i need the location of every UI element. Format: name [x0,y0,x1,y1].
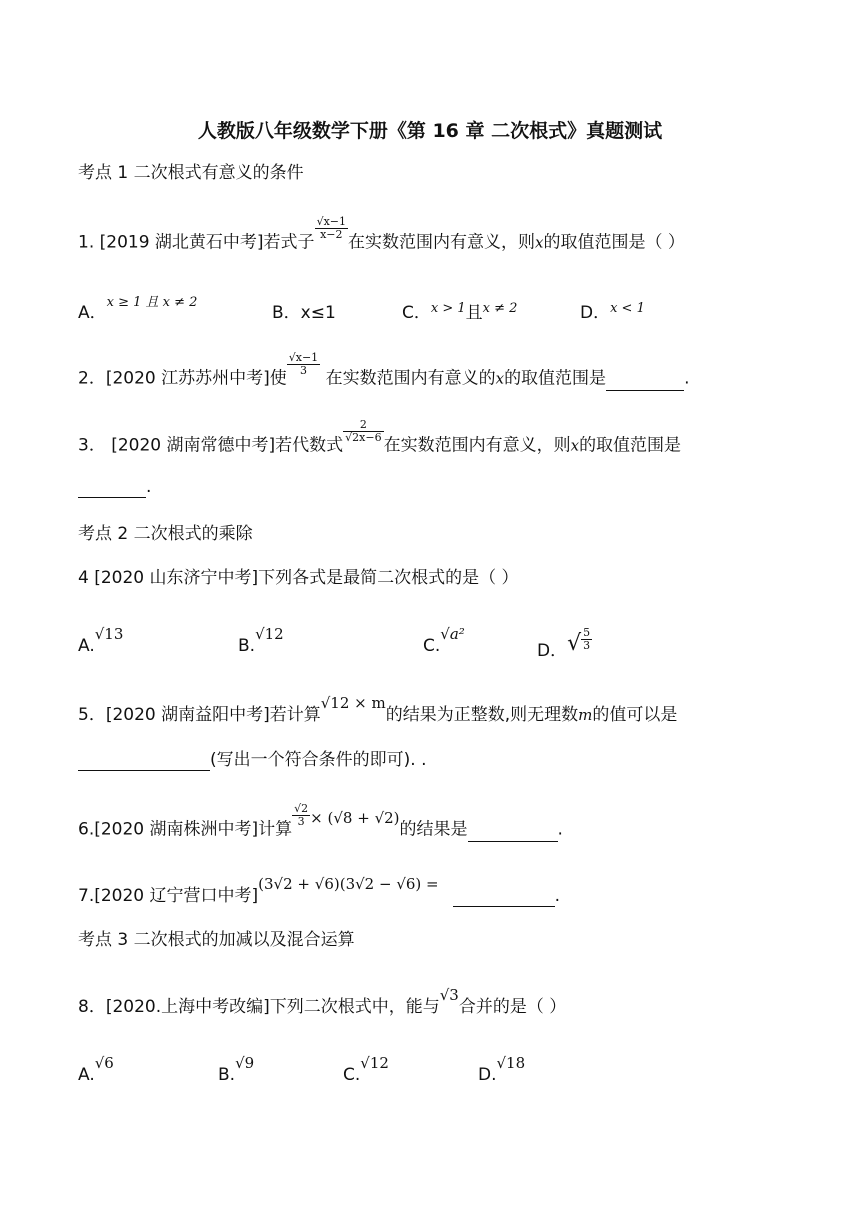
question-3 [78,418,682,458]
q6-fraction-denominator: 3 [297,815,305,828]
q4-option-b-math: √12 [255,625,284,643]
q8-option-a-label: A. [78,1065,95,1085]
q5-line2: (写出一个符合条件的即可). . [210,750,427,770]
q8-option-a-math: √6 [94,1054,114,1072]
q4-option-d-numerator: 5 [583,625,591,639]
q6-prefix: 6.[2020 湖南株洲中考]计算 [78,819,293,840]
q4-option-b [238,625,284,656]
q3-end: . [146,477,152,497]
q3-mid: 在实数范围内有意义，则 [383,435,571,456]
q8-option-c-math: √12 [360,1054,389,1072]
q4-option-a-label: A. [78,636,95,656]
q3-fraction [343,419,383,444]
question-5 [78,694,678,726]
q8-option-b [218,1054,255,1085]
q8-option-a [78,1054,114,1085]
q2-fraction-denominator: 3 [299,364,307,377]
q4-option-a [78,625,124,656]
q5-math: √12 × m [320,694,386,712]
q2-variable: x [495,369,505,388]
q6-end: . [557,819,563,840]
q1-option-a-label: A． [78,303,107,323]
q1-option-d-label: D． [580,303,611,323]
q4-option-d-label: D． [537,641,568,661]
q5-prefix: 5．[2020 湖南益阳中考]若计算 [78,705,321,725]
q4-option-c [423,625,465,656]
q1-option-b: B．x≤1 [272,303,336,323]
q8-option-d [478,1054,526,1085]
q2-end: . [684,368,690,389]
q2-suffix: 的取值范围是 [504,368,607,389]
q4-option-a-math: √13 [94,625,124,643]
q7-math: (3√2 + √6)(3√2 − √6) = [258,875,439,893]
q1-option-c [402,298,517,323]
q8-option-d-math: √18 [496,1054,526,1072]
q8-prefix: 8．[2020.上海中考改编]下列二次根式中，能与 [78,997,440,1017]
q1-option-a [78,295,198,323]
q4-option-d [537,625,592,664]
q8-option-d-label: D. [478,1065,497,1085]
question-2 [78,351,690,391]
q6-suffix: 的结果是 [399,819,468,840]
q4-option-c-math: √a² [440,625,465,643]
question-7 [78,875,561,907]
question-1 [78,215,685,255]
q1-prefix: 1. [2019 湖北黄石中考]若式子 [78,232,315,253]
q5-mid: 的结果为正整数,则无理数 [385,705,579,725]
q1-option-c-math-2: x ≠ 2 [482,301,518,316]
q8-math: √3 [439,986,459,1004]
page-title: 人教版八年级数学下册《第 16 章 二次根式》真题测试 [197,120,663,142]
q8-option-b-label: B. [218,1065,236,1085]
q1-fraction-numerator: √x−1 [316,215,346,228]
q8-option-c-label: C. [343,1065,361,1085]
q1-suffix: 的取值范围是（ ） [543,232,685,253]
q5-variable: m [578,706,593,724]
q1-option-a-math: x ≥ 1 且 x ≠ 2 [106,295,198,310]
q3-fraction-denominator: √2x−6 [345,431,382,444]
q8-option-c [343,1054,389,1085]
q2-fraction-numerator: √x−1 [288,351,319,364]
q3-answer-blank [78,479,146,498]
sqrt-sign-icon: √ [567,631,582,656]
q1-variable: x [535,233,544,252]
q3-answer-line [78,476,151,498]
question-6 [78,802,563,842]
q1-option-d-math: x < 1 [610,301,645,316]
q4-option-d-denominator: 3 [583,638,591,652]
q3-variable: x [570,436,580,455]
q1-fraction [315,216,348,241]
q6-math: × (√8 + √2) [310,808,400,827]
q2-answer-blank [606,372,684,391]
q4-option-c-label: C. [423,636,441,656]
section-heading-3: 考点 3 二次根式的加减以及混合运算 [78,930,355,950]
q6-fraction [292,803,310,828]
q3-fraction-numerator: 2 [343,419,383,432]
q5-answer-line [78,749,426,771]
question-4: 4 [2020 山东济宁中考]下列各式是最简二次根式的是（ ） [78,568,519,588]
q1-option-c-conj: 且 [465,303,483,323]
q2-fraction [287,352,320,377]
q5-suffix: 的值可以是 [592,705,678,725]
q1-mid: 在实数范围内有意义，则 [348,232,535,253]
q1-option-c-math-1: x > 1 [430,301,466,316]
q4-option-d-fraction [581,627,592,652]
question-8 [78,986,567,1018]
q7-end: . [554,886,561,906]
q4-option-b-label: B. [238,636,256,656]
section-heading-1: 考点 1 二次根式有意义的条件 [78,163,304,183]
q8-option-b-math: √9 [235,1054,255,1072]
section-heading-2: 考点 2 二次根式的乘除 [78,524,253,544]
q3-prefix: 3． [2020 湖南常德中考]若代数式 [78,435,344,456]
q1-option-d [580,298,645,323]
q5-answer-blank [78,752,210,771]
q7-answer-blank [453,888,555,907]
q1-fraction-denominator: x−2 [320,228,343,241]
q7-prefix: 7.[2020 辽宁营口中考] [78,886,259,906]
q3-suffix: 的取值范围是 [579,435,682,456]
q1-option-c-label: C． [402,303,431,323]
q2-prefix: 2．[2020 江苏苏州中考]使 [78,368,287,389]
q8-suffix: 合并的是（ ） [458,997,567,1017]
q6-fraction-numerator: √2 [294,802,309,815]
q6-answer-blank [468,823,558,842]
q2-mid: 在实数范围内有意义的 [320,368,496,389]
